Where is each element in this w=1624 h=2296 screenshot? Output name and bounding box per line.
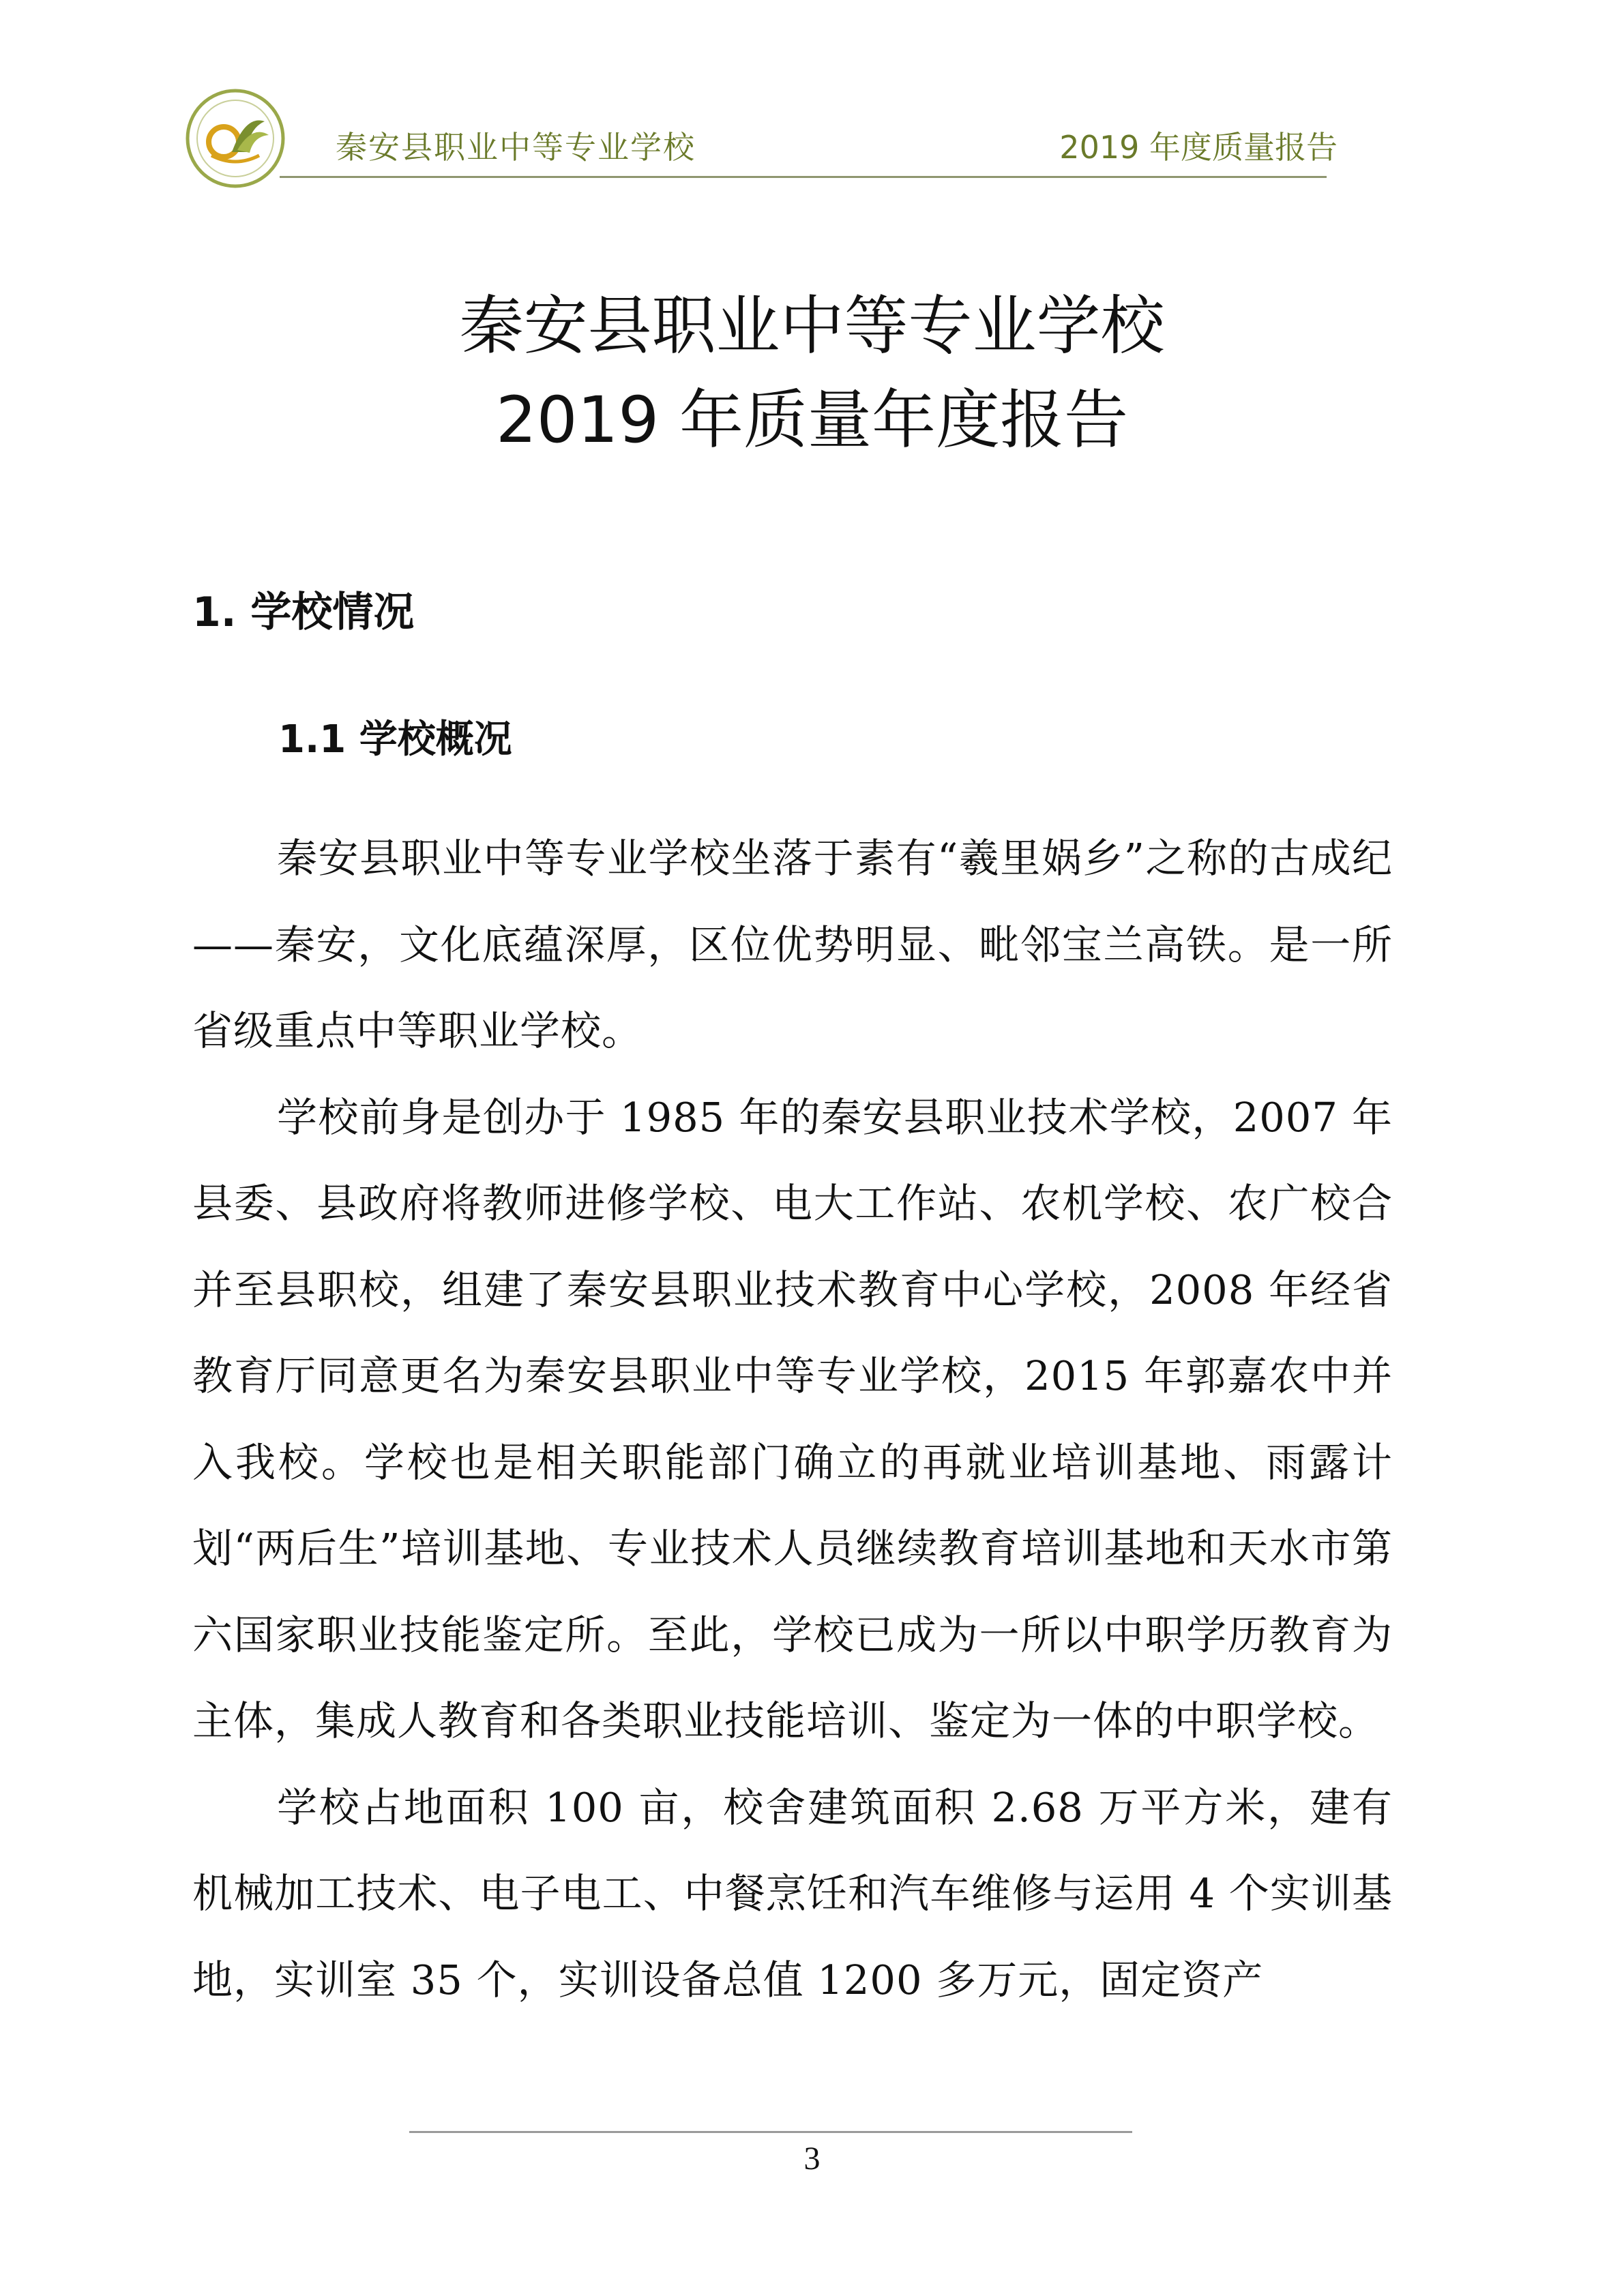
school-emblem-icon <box>184 87 286 190</box>
header-report-label: 2019 年度质量报告 <box>1059 129 1338 166</box>
document-title <box>0 280 1624 468</box>
page-header <box>0 0 1624 205</box>
paragraph: 学校前身是创办于 1985 年的秦安县职业技术学校，2007 年县委、县政府将教师进修学校、电大工作站、农机学校、农广校合并至县职校，组建了秦安县职业技术教育中心学校，2008 年经省教育厅同意更名为秦安县职业中等专业学校，2015 年郭嘉农中并入我校。学校也是相关职能部门确立的再就业培训基地、雨露计划“两后生”培训基地、专业技术人员继续教育培训基地和天水市第六国家职业技能鉴定所。至此，学校已成为一所以中职学历教育为主体，集成人教育和各类职业技能培训、鉴定为一体的中职学校。 <box>192 1093 1393 1744</box>
header-school-name: 秦安县职业中等专业学校 <box>336 129 696 166</box>
title-line-1: 秦安县职业中等专业学校 <box>459 289 1165 363</box>
paragraph: 学校占地面积 100 亩，校舍建筑面积 2.68 万平方米，建有机械加工技术、电子电工、中餐烹饪和汽车维修与运用 4 个实训基地，实训室 35 个，实训设备总值 1200 多万元，固定资产 <box>192 1783 1393 2003</box>
page-number: 3 <box>803 2141 821 2177</box>
footer-divider <box>409 2131 1132 2133</box>
paragraph: 秦安县职业中等专业学校坐落于素有“羲里娲乡”之称的古成纪——秦安，文化底蕴深厚，区位优势明显、毗邻宝兰高铁。是一所省级重点中等职业学校。 <box>192 835 1393 1054</box>
body-text <box>192 816 1393 2023</box>
title-line-2: 2019 年质量年度报告 <box>495 383 1129 458</box>
section-heading-1: 1. 学校情况 <box>192 588 415 636</box>
section-heading-1-1: 1.1 学校概况 <box>278 717 512 762</box>
header-divider <box>280 176 1327 178</box>
